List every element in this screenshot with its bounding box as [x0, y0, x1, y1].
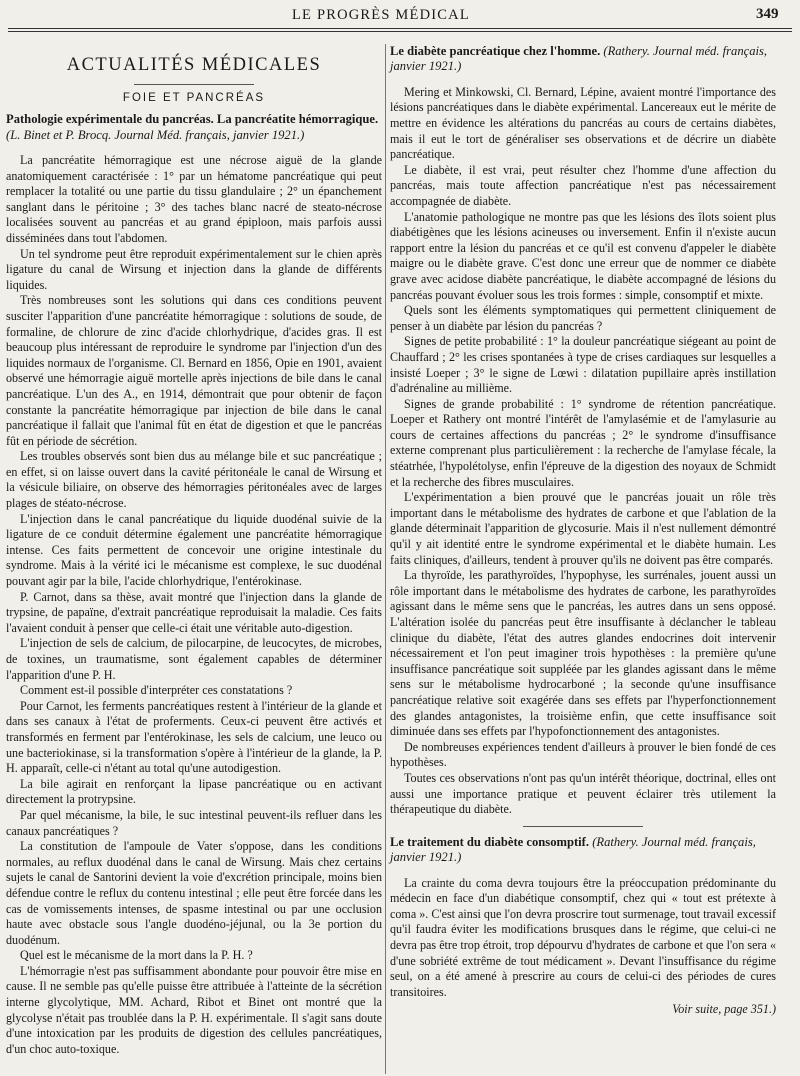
article-title: Pathologie expérimentale du pancréas. La pancréatite hémorragique.	[6, 112, 379, 127]
paragraph: La constitution de l'ampoule de Vater s'oppose, dans les conditions normales, au reflux duodénal dans le canal de Wirsung. Mais chez certains sujets le canal de Santorini devient la voie d'excrétion principale, moins bien défendue contre le reflux du contenu intestinal ; elle peut être forcée dans les cas de vomissements intenses, de spasme intestinal ou par une occlusion haute avec obstacle sous l'angle duodéno-jéjunal, ou la 3e portion du duodénum.	[6, 839, 382, 947]
paragraph: Comment est-il possible d'interpréter ces constatations ?	[20, 683, 293, 698]
paragraph: Les troubles observés sont bien dus au mélange bile et suc pancréatique ; en effet, si on laisse ouvert dans la cavité péritonéale le canal de Wirsung et la vésicule biliaire, on observe des hémorragies péritonéales avec de larges plages de stéato-nécrose.	[6, 449, 382, 511]
paragraph: P. Carnot, dans sa thèse, avait montré que l'injection dans la glande de trypsine, de papaïne, d'extrait pancréatique reproduisait la maladie. Ces faits l'avaient conduit à penser que celle-ci était une véritable auto-digestion.	[6, 589, 382, 635]
paragraph: L'hémorragie n'est pas suffisamment abondante pour pouvoir être mise en cause. Il ne semble pas qu'elle puisse être attribuée à l'atteinte de la sécrétion interne glycolytique, MM. Achard, Ribot et Binet ont montré que la glycolyse n'était pas troublée dans la P. H. expérimentale. Il s'agit sans doute d'une intoxication par les produits de digestion des cellules pancréatiques, d'un choc auto-toxique.	[6, 963, 382, 1056]
page-number: 349	[756, 6, 779, 22]
article1-reference: (Rathery. Journal méd. français, janvier 1921.)	[390, 44, 768, 74]
paragraph: Quels sont les éléments symptomatiques qui permettent cliniquement de penser à un diabète par lésion du pancréas ?	[390, 303, 776, 333]
paragraph: La pancréatite hémorragique est une nécrose aiguë de la glande anatomiquement caractérisée : 1° par un hématome pancréatique qui peut remplacer la totalité ou une partie du tissu glandulaire ; 2° un épanchement sanglant dans le péritoine ; 3° des taches blanc nacré de steato-nécrose localisées souvent au pancréas et au grand épiploon, mais parfois aussi disséminées dans tout l'abdomen.	[6, 153, 382, 245]
column-divider	[385, 44, 386, 1074]
article2-heading	[390, 835, 776, 866]
paragraph: L'injection de sels de calcium, de pilocarpine, de leucocytes, de microbes, de toxines, un traumatisme, sont également capables de déterminer l'apparition d'une P. H.	[6, 636, 382, 682]
paragraph: Un tel syndrome peut être reproduit expérimentalement sur le chien après ligature du canal de Wirsung et injection dans la glande de différents liquides.	[6, 246, 382, 292]
paragraph: Signes de petite probabilité : 1° la douleur pancréatique siégeant au point de Chauffard ; 2° les crises spontanées à type de crises cardiaques sur lesquelles a insisté Loeper ; 3° le signe de Lœwi : dilatation pupillaire après instillation d'adrénaline au millième.	[390, 334, 776, 396]
article1-body	[390, 85, 776, 818]
article2-body	[390, 876, 776, 1001]
right-column	[390, 44, 776, 1018]
article1-heading	[390, 44, 776, 75]
paragraph: Très nombreuses sont les solutions qui dans ces conditions peuvent susciter l'apparition d'une pancréatite hémorragique : solutions de soude, de formaline, de chlorure de zinc d'acide chlorhydrique, d'acides gras. Il est beaucoup plus intéressant de reproduire le syndrome par l'injection d'un des liquides normaux de l'organisme. Cl. Bernard en 1856, Opie en 1901, avaient observé une hémorragie aiguë mortelle après injections de bile dans le canal pancréatique. L'un des A., en 1914, démontrait que pour obtenir de façon constante la pancréatite hémorragique par injection de bile dans le canal pancréatique il fallait que l'animal fût en état de digestion et que le pancréas fût en période de sécrétion.	[6, 293, 382, 448]
paragraph: Pour Carnot, les ferments pancréatiques restent à l'intérieur de la glande et dans ses canaux à l'état de proferments. Ceux-ci peuvent être activés et transformés en ferment par l'entérokinase, les sels de calcium, une leuco ou une bacteriokinase, si la transformation s'opère à l'intérieur de la glande, la P. H. apparaît, celle-ci n'étant au total qu'une autodigestion.	[6, 698, 382, 776]
paragraph: La crainte du coma devra toujours être la préoccupation prédominante du médecin en face d'un diabétique consomptif, chez qui « tout est prétexte à coma ». C'est ainsi que l'on devra proscrire tout surmenage, tout travail excessif qu'il faudra éviter les modifications brusques dans le régime, que celui-ci ne devra pas être trop étroit, trop dépourvu d'hydrates de carbone et que l'on sera « d'une sobriété extrême de tout médicament ». Devant l'insuffisance du régime seul, on a été amené à prescrire au cours de celui-ci des périodes de cures transitoires.	[390, 875, 776, 999]
left-column	[6, 52, 382, 1057]
paragraph: De nombreuses expériences tendent d'ailleurs à prouver le bien fondé de ces hypothèses.	[390, 739, 776, 770]
paragraph: L'expérimentation a bien prouvé que le pancréas jouait un rôle très important dans le métabolisme des hydrates de carbone et que l'ablation de la glande déterminait l'apparition de glycosurie. Mais il n'est nullement démontré qu'il y ait identité entre le syndrome expérimental et le diabète humain. Les faits cliniques, d'ailleurs, tendent à prouver qu'ils ne doivent pas être comparés.	[390, 490, 776, 567]
article-body	[6, 153, 382, 1057]
article-reference: (L. Binet et P. Brocq. Journal Méd. français, janvier 1921.)	[6, 127, 305, 142]
section-subtitle: FOIE ET PANCRÉAS	[122, 91, 266, 104]
article-heading	[6, 112, 382, 143]
paragraph: Le diabète, il est vrai, peut résulter chez l'homme d'une affection du pancréas, mais toute affection pancréatique n'est pas nécessairement accompagnée de diabète.	[390, 162, 776, 208]
paragraph: L'anatomie pathologique ne montre pas que les lésions des îlots soient plus diabétigènes que les lésions acineuses ou inversement. Enfin il n'existe aucun rapport entre la lésion du pancréas et ce qu'il est convenu d'appeler le diabète maigre ou le diabète grave. C'est donc une erreur que de nommer ce diabète grave avec acidose diabète pancréatique, le diabète accompagné de lésions du pancréas pouvant évoluer sous les trois formes : simple, consomptif et mixte.	[390, 209, 776, 302]
article-separator	[523, 826, 643, 827]
section-rule	[134, 84, 254, 85]
article1-title: Le diabète pancréatique chez l'homme.	[390, 44, 601, 58]
journal-title: LE PROGRÈS MÉDICAL	[292, 7, 470, 23]
article2-reference: (Rathery. Journal méd. français, janvier 1921.)	[390, 834, 756, 865]
paragraph: La bile agirait en renforçant la lipase pancréatique ou en activant directement la protrypsine.	[6, 776, 382, 807]
paragraph: Signes de grande probabilité : 1° syndrome de rétention pancréatique. Loeper et Rathery ont montré l'intérêt de l'amylasémie et de l'amylasurie au cours de certaines affections du pancréas ; 2° le syndrome d'insuffisance externe comprenant plus particulièrement : la recherche de l'amylase fécale, la stéatrhée, l'hypolétolyse, enfin l'épreuve de la digestion des noyaux de Schmidt et la recherche des fibres musculaires.	[390, 396, 776, 489]
paragraph: Toutes ces observations n'ont pas qu'un intérêt théorique, doctrinal, elles ont aussi une importance pratique et peuvent éclairer très utilement la thérapeutique du diabète.	[390, 770, 776, 817]
paragraph: Mering et Minkowski, Cl. Bernard, Lépine, avaient montré l'importance des lésions pancréatiques dans le diabète expérimental. Lancereaux eut le mérite de mettre en évidence les altérations du pancréas au cours de certains diabètes, mais il eut le tort de généraliser ses observations et de décrire un diabète pancréatique.	[390, 84, 776, 162]
paragraph: La thyroïde, les parathyroïdes, l'hypophyse, les surrénales, jouent aussi un rôle important dans le métabolisme des hydrates de carbone, les parathyroïdes agissant dans le même sens que le pancréas, les autres dans un sens opposé. L'altération isolée du pancréas peut être insuffisante à déclancher le tableau clinique du diabète, l'état des autres glandes endocrines doit intervenir nécessairement et l'on peut imaginer trois hypothèses : la première qu'une insuffisance pancréatique soit suppléée par les glandes agissant dans le même sens sur le métabolisme hydrocarboné ; la seconde qu'une insuffisance pancréatique relative soit exagérée dans ses effets par l'hyperfonctionnement des glandes antagonistes, la troisième enfin, que cette insuffisance soit diminuée dans ses effets par l'hypofonctionnement des antagonistes.	[390, 568, 776, 739]
continued-note: Voir suite, page 351.)	[672, 1002, 776, 1017]
header-rule-2	[8, 31, 792, 32]
article2-title: Le traitement du diabète consomptif.	[390, 834, 590, 849]
section-title: ACTUALITÉS MÉDICALES	[66, 55, 322, 75]
page-header	[0, 0, 800, 26]
paragraph: L'injection dans le canal pancréatique du liquide duodénal suivie de la ligature de ce conduit détermine également une pancréatite hémorragique intense. Ces faits permettent de concevoir une origine intestinale du syndrome. Mais à la vérité ici le mécanisme est complexe, le suc duodénal pouvant agir par la bile, l'acide chlorhydrique, l'entérokinase.	[6, 511, 382, 589]
header-rule	[8, 28, 792, 29]
paragraph: Quel est le mécanisme de la mort dans la P. H. ?	[20, 948, 253, 963]
paragraph: Par quel mécanisme, la bile, le suc intestinal peuvent-ils refluer dans les canaux pancréatiques ?	[6, 807, 382, 838]
